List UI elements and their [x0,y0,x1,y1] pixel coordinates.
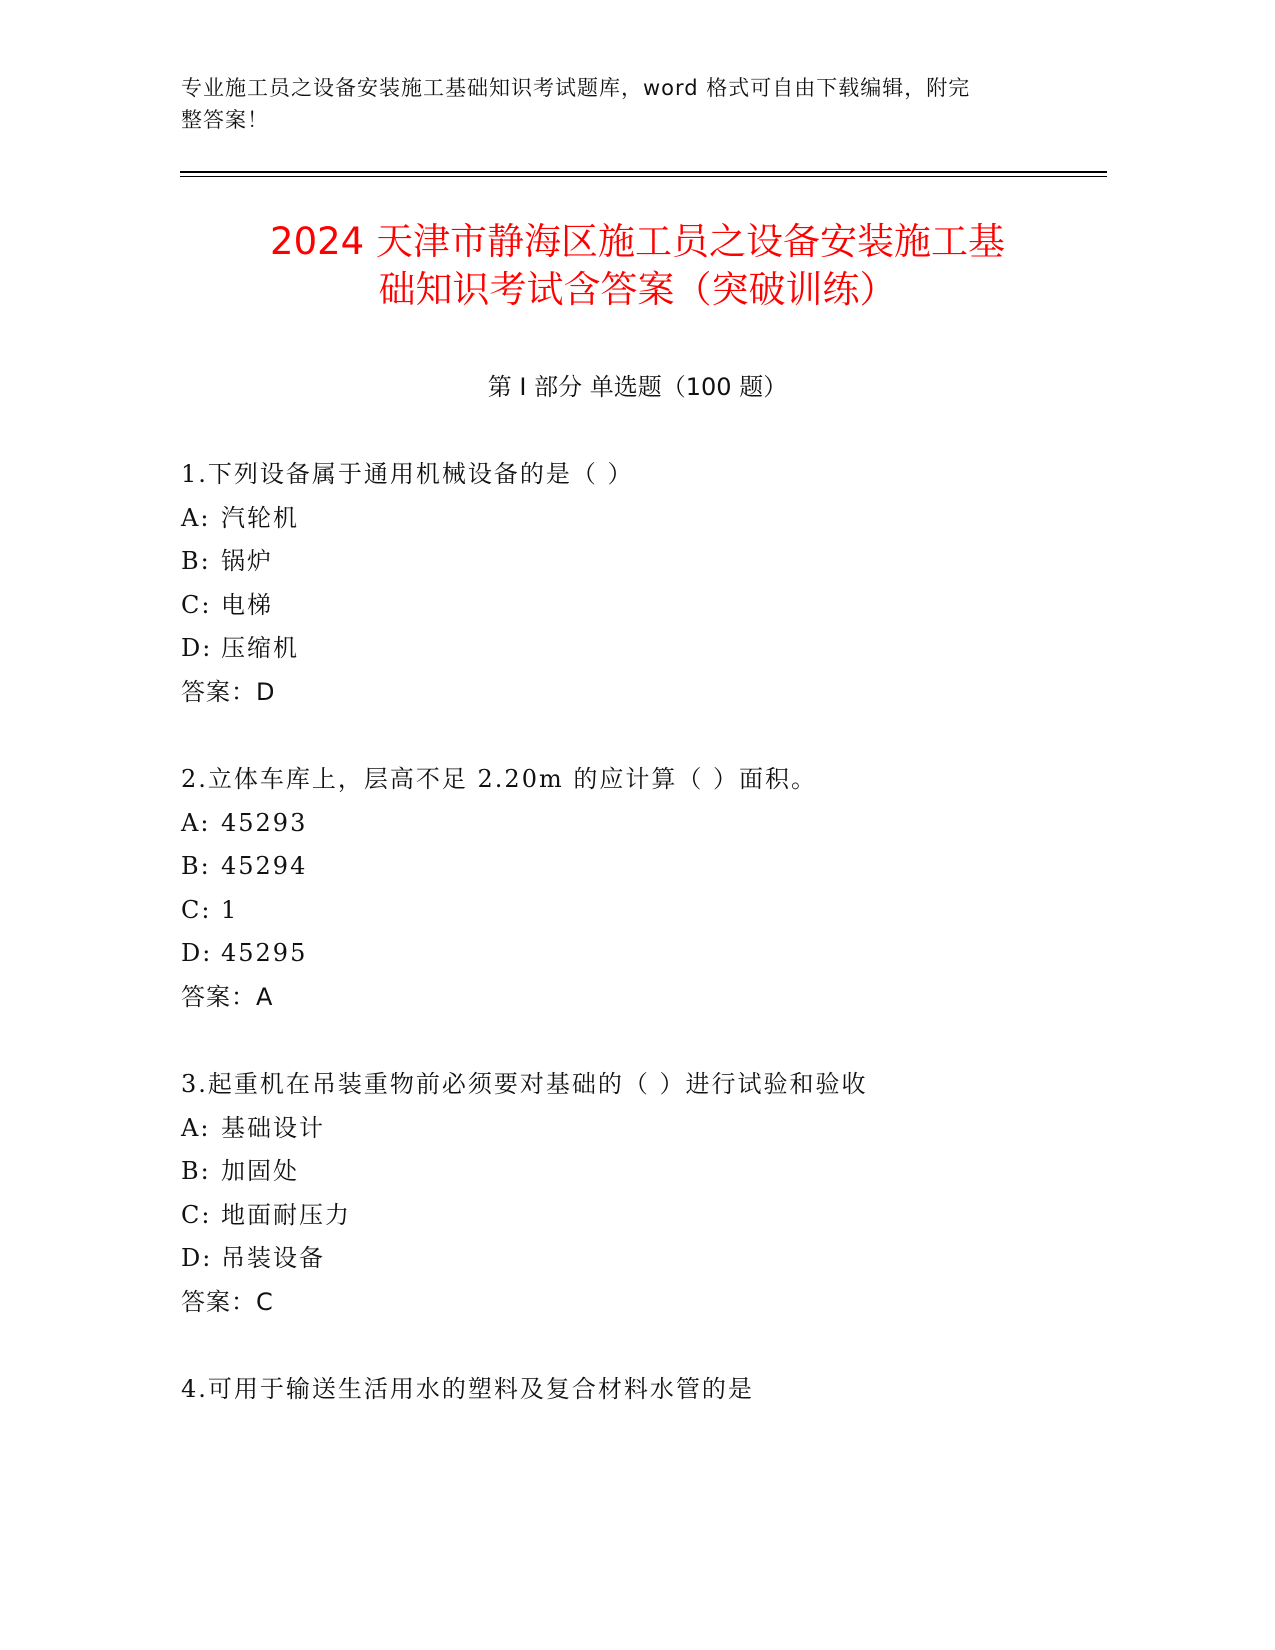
option-text: 电梯 [221,591,273,619]
header-divider-thick [180,171,1107,173]
option-text: 压缩机 [221,634,299,662]
option-text: 1 [221,896,239,924]
option-letter: A: [181,1114,211,1142]
header-note-line-1: 专业施工员之设备安装施工基础知识考试题库，word 格式可自由下载编辑，附完 [181,76,971,100]
option-letter: A: [181,809,211,837]
option-text: 地面耐压力 [221,1201,351,1229]
option-a [181,806,307,840]
option-letter: C: [181,896,212,924]
option-c [181,893,238,927]
answer-line: 答案：A [181,983,274,1011]
document-title [150,218,1125,314]
option-d [181,631,299,665]
option-b [181,1154,299,1188]
question-stem: 2.立体车库上，层高不足 2.20m 的应计算（ ）面积。 [181,765,817,793]
option-c [181,588,273,622]
option-d [181,936,307,970]
option-text: 45293 [221,809,308,837]
option-letter: D: [181,634,213,662]
section-heading: 第 I 部分 单选题（100 题） [487,373,788,401]
option-d [181,1241,325,1275]
option-a [181,1111,325,1145]
answer-line: 答案：D [181,678,276,706]
document-header-note [181,72,1061,136]
option-text: 基础设计 [221,1114,325,1142]
option-letter: A: [181,504,211,532]
option-b [181,544,273,578]
option-letter: B: [181,547,211,575]
question-stem: 4.可用于输送生活用水的塑料及复合材料水管的是 [181,1375,754,1403]
option-text: 汽轮机 [221,504,299,532]
option-a [181,501,299,535]
header-note-line-2: 整答案！ [181,108,269,132]
option-letter: D: [181,939,213,967]
title-line-2: 础知识考试含答案（突破训练） [378,268,897,311]
option-text: 加固处 [221,1157,299,1185]
option-text: 45295 [221,939,308,967]
option-text: 锅炉 [221,547,273,575]
option-c [181,1198,351,1232]
answer-line: 答案：C [181,1288,274,1316]
option-b [181,849,307,883]
option-letter: C: [181,1201,212,1229]
option-letter: B: [181,1157,211,1185]
option-letter: B: [181,852,211,880]
title-line-1: 2024 天津市静海区施工员之设备安装施工基 [270,220,1005,263]
question-stem: 3.起重机在吊装重物前必须要对基础的（ ）进行试验和验收 [181,1070,868,1098]
header-divider-thin [180,176,1107,177]
option-text: 45294 [221,852,308,880]
option-letter: D: [181,1244,213,1272]
question-stem: 1.下列设备属于通用机械设备的是（ ） [181,460,634,488]
option-text: 吊装设备 [221,1244,325,1272]
option-letter: C: [181,591,212,619]
